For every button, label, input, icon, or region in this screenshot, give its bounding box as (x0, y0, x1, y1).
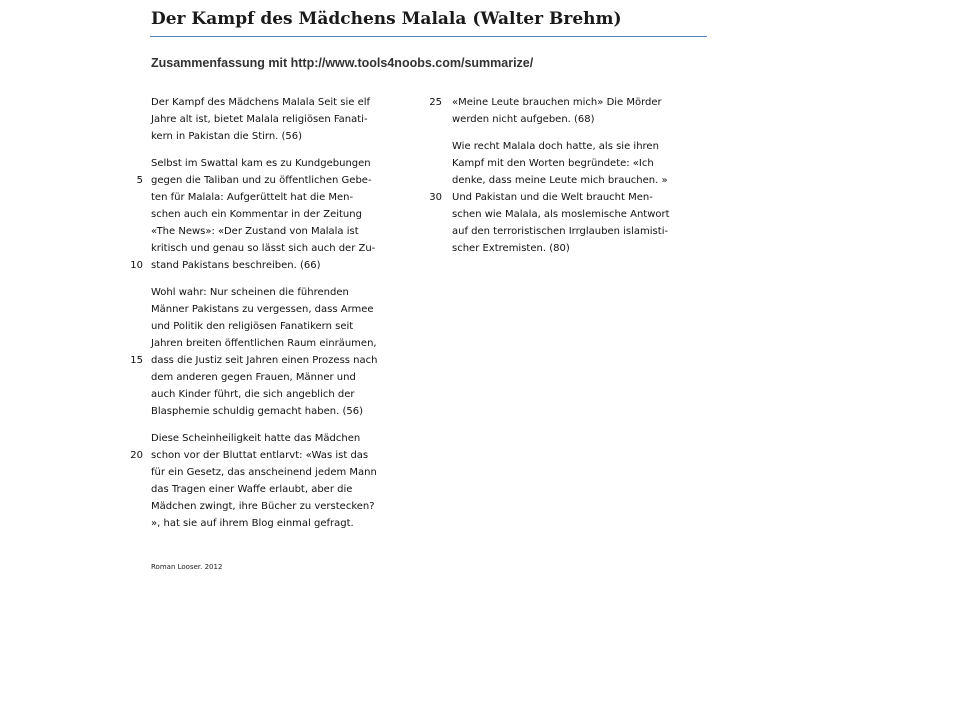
paragraph-gap (151, 145, 391, 155)
text-line: denke, dass meine Leute mich brauchen. » (452, 175, 668, 186)
text-line: scher Extremisten. (80) (452, 243, 570, 254)
text-line: kern in Pakistan die Stirn. (56) (151, 131, 303, 142)
text-line: dass die Justiz seit Jahren einen Prozess nach 15 (151, 352, 391, 369)
text-line: », hat sie auf ihrem Blog einmal gefragt. (151, 518, 354, 529)
line-number: 15 (130, 355, 143, 366)
text-line: Wohl wahr: Nur scheinen die führenden (151, 287, 349, 298)
text-line: Jahre alt ist, bietet Malala religiösen Fanati- (151, 114, 368, 125)
text-line: auch Kinder führt, die sich angeblich der (151, 389, 355, 400)
footer-credit: Roman Looser. 2012 (151, 563, 223, 571)
document-subtitle: Zusammenfassung mit http://www.tools4noobs.com/summarize/ (151, 56, 534, 70)
text-line: Jahren breiten öffentlichen Raum einräumen, (151, 338, 377, 349)
text-line: schen auch ein Kommentar in der Zeitung (151, 209, 362, 220)
paragraph (130, 430, 391, 532)
text-line: und Politik den religiösen Fanatikern seit (151, 321, 354, 332)
text-line: Mädchen zwingt, ihre Bücher zu verstecken? (151, 501, 375, 512)
text-line: Kampf mit den Worten begründete: «Ich (452, 158, 654, 169)
paragraph (130, 284, 391, 420)
text-line: «The News»: «Der Zustand von Malala ist (151, 226, 359, 237)
text-line: schen wie Malala, als moslemische Antwort (452, 209, 670, 220)
text-line: Männer Pakistans zu vergessen, dass Armee (151, 304, 374, 315)
paragraph (130, 155, 391, 274)
paragraph-gap (151, 420, 391, 430)
paragraph (429, 138, 692, 257)
text-line: «Meine Leute brauchen mich» Die Mörder 25 (452, 94, 692, 111)
text-line: gegen die Taliban und zu öffentlichen Gebe- 5 (151, 172, 391, 189)
paragraph-gap (151, 274, 391, 284)
line-number: 30 (429, 192, 442, 203)
text-line: Und Pakistan und die Welt braucht Men- 30 (452, 189, 692, 206)
line-number: 10 (130, 260, 143, 271)
paragraph (151, 94, 391, 145)
document-title: Der Kampf des Mädchens Malala (Walter Brehm) (151, 9, 622, 29)
right-text-column (429, 94, 692, 257)
text-line: für ein Gesetz, das anscheinend jedem Mann (151, 467, 377, 478)
text-line: Wie recht Malala doch hatte, als sie ihren (452, 141, 659, 152)
text-line: schon vor der Bluttat entlarvt: «Was ist das 20 (151, 447, 391, 464)
paragraph (429, 94, 692, 128)
text-line: stand Pakistans beschreiben. (66) 10 (151, 257, 391, 274)
text-line: Diese Scheinheiligkeit hatte das Mädchen (151, 433, 361, 444)
text-line: kritisch und genau so lässt sich auch der Zu- (151, 243, 376, 254)
line-number: 25 (429, 97, 442, 108)
paragraph-gap (452, 128, 692, 138)
text-line: Der Kampf des Mädchens Malala Seit sie elf (151, 97, 371, 108)
line-number: 5 (136, 175, 143, 186)
text-line: ten für Malala: Aufgerüttelt hat die Men- (151, 192, 354, 203)
text-line: dem anderen gegen Frauen, Männer und (151, 372, 356, 383)
left-text-column (130, 94, 391, 532)
text-line: werden nicht aufgeben. (68) (452, 114, 595, 125)
title-underline (150, 36, 707, 37)
text-line: das Tragen einer Waffe erlaubt, aber die (151, 484, 353, 495)
text-line: auf den terroristischen Irrglauben islamisti- (452, 226, 669, 237)
line-number: 20 (130, 450, 143, 461)
text-line: Selbst im Swattal kam es zu Kundgebungen (151, 158, 371, 169)
text-line: Blasphemie schuldig gemacht haben. (56) (151, 406, 363, 417)
